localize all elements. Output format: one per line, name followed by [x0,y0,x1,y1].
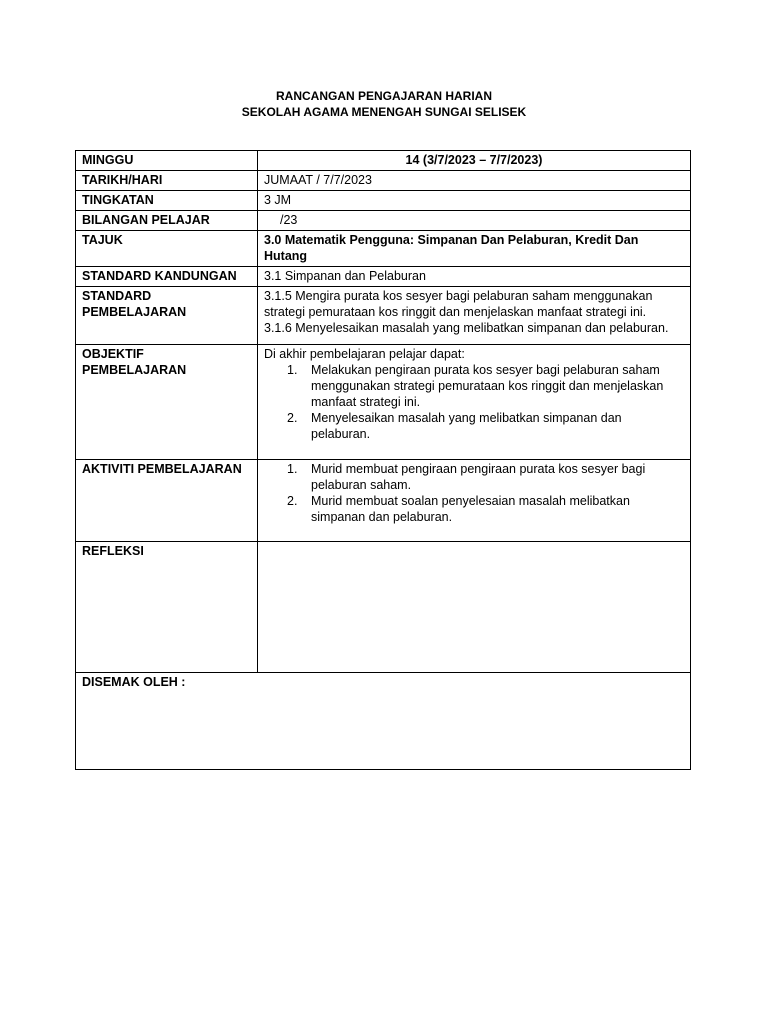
list-item [264,410,684,442]
row-tarikh [76,171,691,191]
objektif-intro: Di akhir pembelajaran pelajar dapat: [264,347,465,361]
list-item [264,461,684,493]
row-tingkatan [76,191,691,211]
label-aktiviti: AKTIVITI PEMBELAJARAN [76,460,258,542]
objektif-list [264,362,684,442]
label-tingkatan: TINGKATAN [76,191,258,211]
value-objektif [258,345,691,460]
value-tingkatan: 3 JM [258,191,691,211]
value-bilangan-pelajar-cell [258,211,691,231]
label-objektif: OBJEKTIF PEMBELAJARAN [76,345,258,460]
school-name: SEKOLAH AGAMA MENENGAH SUNGAI SELISEK [241,105,527,119]
value-aktiviti [258,460,691,542]
value-tajuk: 3.0 Matematik Pengguna: Simpanan Dan Pelaburan, Kredit Dan Hutang [258,231,691,267]
row-tajuk [76,231,691,267]
value-refleksi [258,542,691,673]
list-number: 2. [287,411,298,425]
label-minggu: MINGGU [76,151,258,171]
value-minggu: 14 (3/7/2023 – 7/7/2023) [258,151,691,171]
list-number: 1. [287,462,298,476]
document-title: RANCANGAN PENGAJARAN HARIAN [275,89,492,103]
value-standard-pembelajaran [258,287,691,345]
value-tarikh: JUMAAT / 7/7/2023 [258,171,691,191]
list-number: 1. [287,363,298,377]
label-standard-kandungan: STANDARD KANDUNGAN [76,267,258,287]
list-text: Murid membuat pengiraan pengiraan purata kos sesyer bagi pelaburan saham. [311,462,646,492]
list-item [264,493,684,525]
document-header [0,88,768,120]
value-bilangan-pelajar: /23 [280,213,298,227]
row-objektif [76,345,691,460]
standard-item: 3.1.6 Menyelesaikan masalah yang melibatkan simpanan dan pelaburan. [264,321,669,335]
row-bilangan [76,211,691,231]
list-text: Melakukan pengiraan purata kos sesyer bagi pelaburan saham menggunakan strategi pemurataan kos ringgit dan menjelaskan manfaat strategi ini. [311,363,664,409]
aktiviti-list [264,461,684,525]
list-text: Murid membuat soalan penyelesaian masalah melibatkan simpanan dan pelaburan. [311,494,630,524]
label-refleksi: REFLEKSI [76,542,258,673]
label-tarikh: TARIKH/HARI [76,171,258,191]
list-item [264,362,684,410]
row-refleksi [76,542,691,673]
label-standard-pembelajaran: STANDARD PEMBELAJARAN [76,287,258,345]
row-aktiviti [76,460,691,542]
label-tajuk: TAJUK [76,231,258,267]
value-standard-kandungan: 3.1 Simpanan dan Pelaburan [258,267,691,287]
row-standard-kandungan [76,267,691,287]
row-standard-pembelajaran [76,287,691,345]
list-number: 2. [287,494,298,508]
label-disemak-oleh: DISEMAK OLEH : [76,673,691,770]
list-text: Menyelesaikan masalah yang melibatkan simpanan dan pelaburan. [311,411,622,441]
standard-item: 3.1.5 Mengira purata kos sesyer bagi pelaburan saham menggunakan strategi pemurataan kos ringgit dan menjelaskan manfaat strategi ini. [264,289,653,319]
lesson-plan-table [75,150,691,770]
label-bilangan-pelajar: BILANGAN PELAJAR [76,211,258,231]
row-minggu [76,151,691,171]
row-disemak [76,673,691,770]
